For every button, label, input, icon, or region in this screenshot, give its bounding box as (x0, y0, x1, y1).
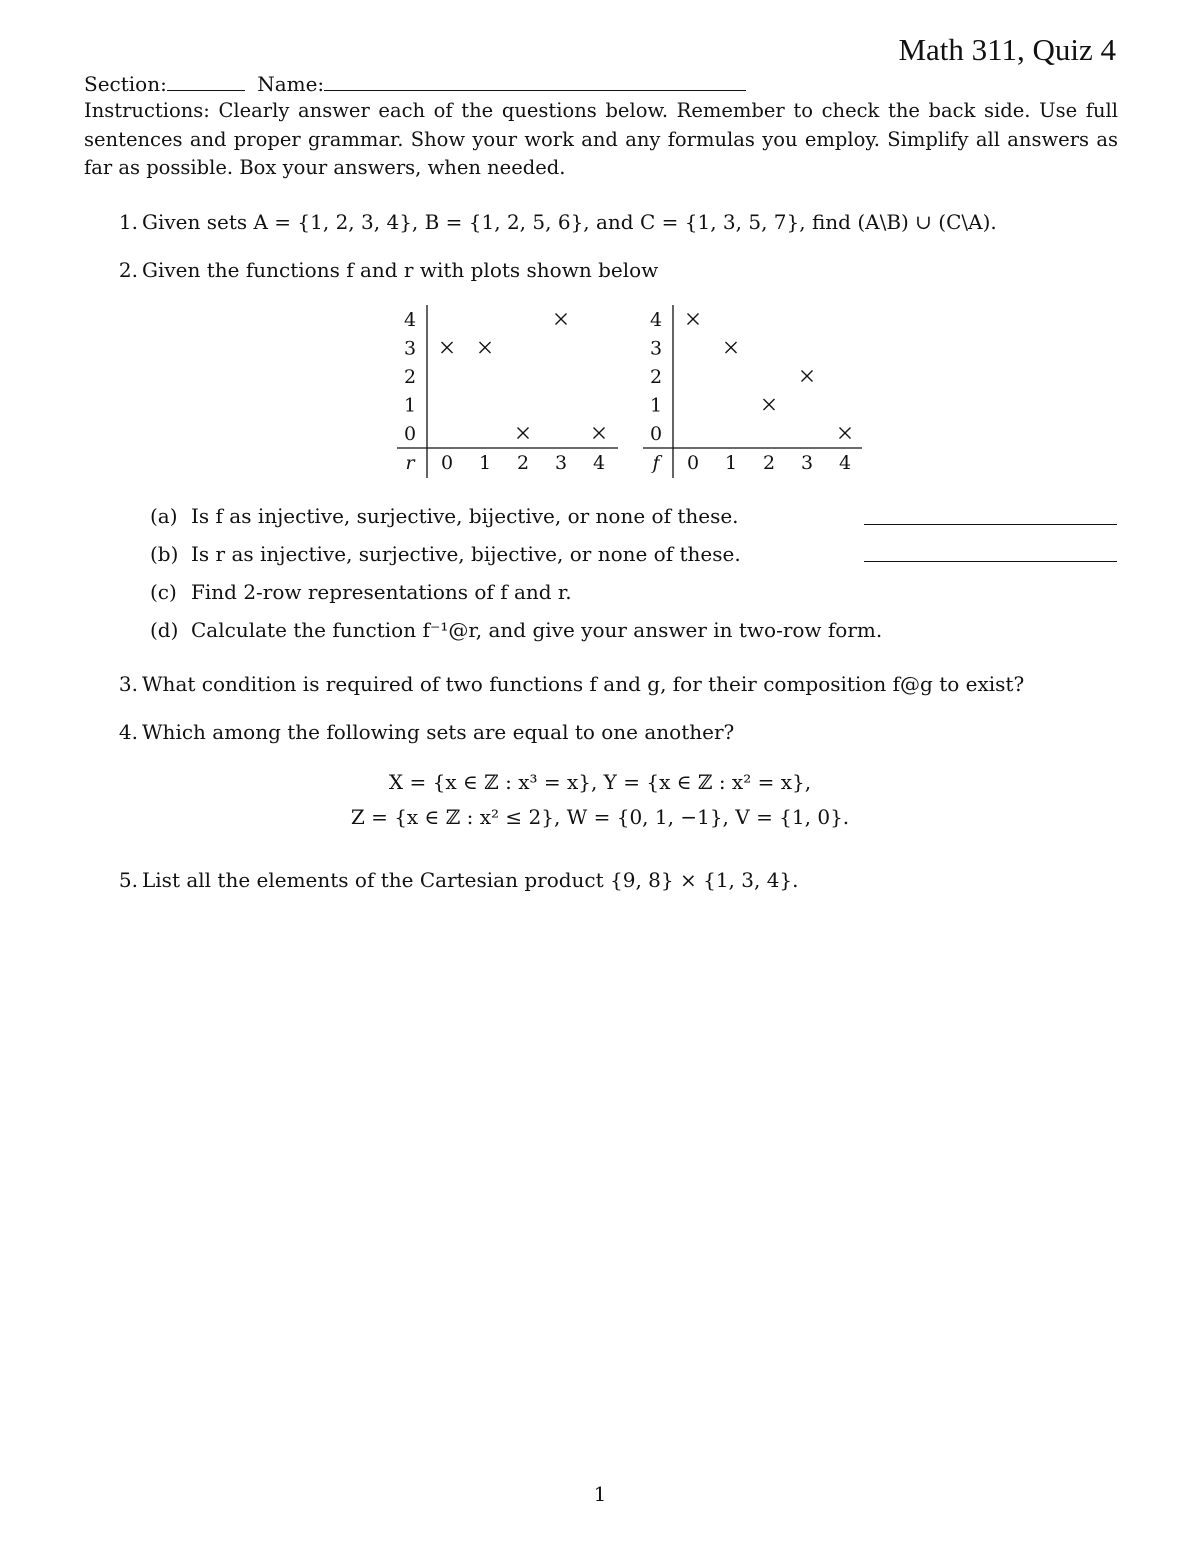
answer-line-b[interactable] (864, 561, 1117, 562)
function-plots (0, 300, 1200, 485)
name-label: Name: (257, 72, 325, 96)
answer-line-a[interactable] (864, 524, 1117, 525)
subquestion-text: Calculate the function f⁻¹@r, and give your answer in two-row form. (191, 618, 883, 642)
page-title: Math 311, Quiz 4 (898, 32, 1116, 67)
y-tick-label: 0 (649, 423, 663, 445)
section-label: Section: (84, 72, 167, 96)
subquestion-d (0, 616, 1200, 644)
question-number: 3. (118, 672, 138, 696)
subquestion-text: Is f as injective, surjective, bijective, or none of these. (191, 504, 739, 528)
section-blank[interactable] (167, 72, 245, 91)
subquestion-b (0, 540, 1200, 568)
y-tick-label: 4 (403, 309, 417, 331)
subquestion-text: Is r as injective, surjective, bijective, or none of these. (191, 542, 741, 566)
x-tick-label: 2 (516, 452, 530, 474)
question-number: 2. (118, 258, 138, 282)
subquestion-label: (a) (150, 504, 178, 528)
sets-line-2: Z = {x ∈ ℤ : x² ≤ 2}, W = {0, 1, −1}, V = {1, 0}. (350, 805, 850, 829)
data-point-marker (442, 342, 453, 353)
data-point-marker (840, 428, 851, 439)
plot-f (643, 305, 862, 478)
question-text: List all the elements of the Cartesian product {9, 8} × {1, 3, 4}. (142, 868, 799, 892)
header-fields (84, 70, 746, 98)
data-point-marker (480, 342, 491, 353)
x-tick-label: 0 (686, 452, 700, 474)
question-5 (0, 866, 1200, 894)
y-tick-label: 0 (403, 423, 417, 445)
subquestion-label: (d) (150, 618, 179, 642)
question-number: 1. (118, 210, 138, 234)
subquestion-c (0, 578, 1200, 606)
y-tick-label: 4 (649, 309, 663, 331)
subquestion-label: (b) (150, 542, 179, 566)
question-2 (0, 256, 1200, 284)
instructions: Instructions: Clearly answer each of the questions below. Remember to check the back side. Use full sentences and proper grammar. Show your work and any formulas you employ. Simplify all answers as far as possible. Box your answers, when needed. (84, 99, 1118, 179)
x-tick-label: 2 (762, 452, 776, 474)
question-text: Given the functions f and r with plots shown below (142, 258, 659, 282)
data-point-marker (726, 342, 737, 353)
question-text: Given sets A = {1, 2, 3, 4}, B = {1, 2, 5, 6}, and C = {1, 3, 5, 7}, find (A\B) ∪ (C\A). (142, 210, 997, 234)
sets-line-1: X = {x ∈ ℤ : x³ = x}, Y = {x ∈ ℤ : x² = x}, (388, 770, 812, 794)
plot-r (397, 305, 618, 478)
subquestion-text: Find 2-row representations of f and r. (191, 580, 572, 604)
x-tick-label: 3 (554, 452, 568, 474)
question-number: 4. (118, 720, 138, 744)
data-point-marker (802, 371, 813, 382)
y-tick-label: 1 (649, 394, 663, 417)
data-point-marker (556, 314, 567, 325)
x-tick-label: 1 (478, 452, 492, 474)
x-tick-label: 4 (838, 452, 852, 474)
x-tick-label: 0 (440, 452, 454, 474)
y-tick-label: 3 (649, 337, 663, 360)
data-point-marker (518, 428, 529, 439)
name-blank[interactable] (324, 72, 746, 91)
subquestion-a (0, 502, 1200, 530)
y-tick-label: 1 (403, 394, 417, 417)
subquestion-label: (c) (150, 580, 177, 604)
question-text: Which among the following sets are equal to one another? (142, 720, 735, 744)
y-tick-label: 2 (649, 366, 663, 388)
function-name-label: f (652, 452, 660, 474)
y-tick-label: 3 (403, 337, 417, 360)
data-point-marker (764, 399, 775, 410)
x-tick-label: 3 (800, 452, 814, 474)
x-tick-label: 1 (724, 452, 738, 474)
question-4 (0, 718, 1200, 746)
page-number: 1 (593, 1482, 607, 1506)
function-name-label: r (405, 452, 415, 474)
question-1 (0, 208, 1200, 236)
question-text: What condition is required of two functions f and g, for their composition f@g to exist? (142, 672, 1025, 696)
data-point-marker (594, 428, 605, 439)
data-point-marker (688, 314, 699, 325)
x-tick-label: 4 (592, 452, 606, 474)
question-number: 5. (118, 868, 138, 892)
y-tick-label: 2 (403, 366, 417, 388)
question-3 (0, 670, 1200, 698)
